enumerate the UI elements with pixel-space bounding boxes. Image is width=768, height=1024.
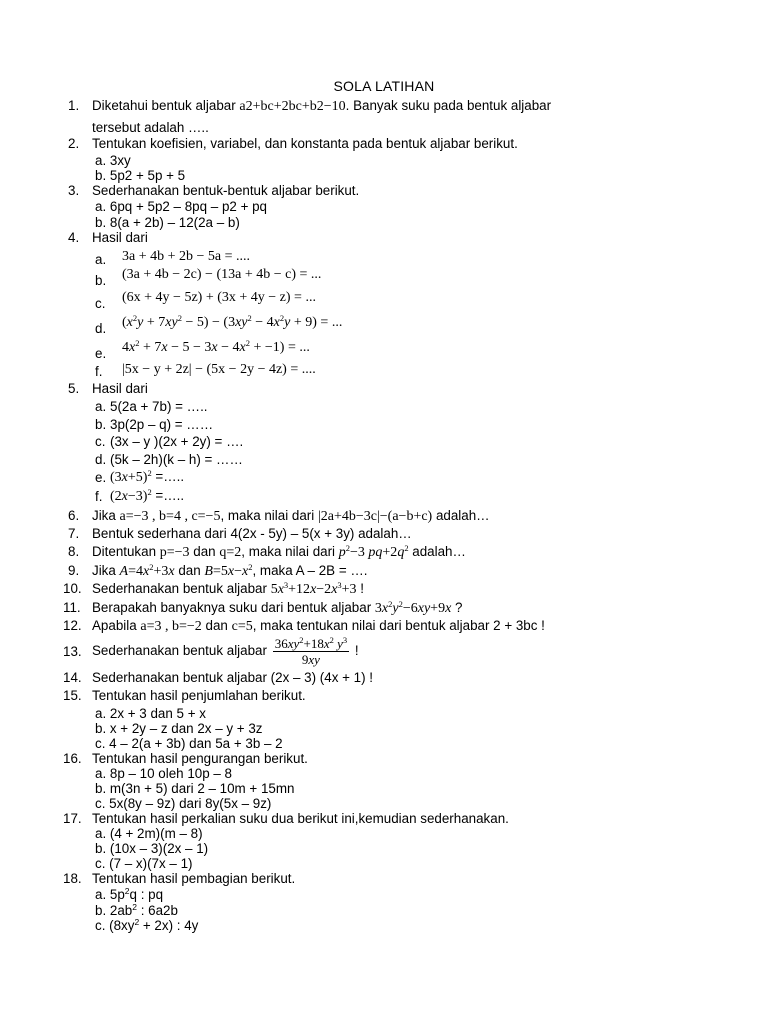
q10-post: ! (356, 581, 365, 596)
q2-item-a: a. 3xy (95, 153, 131, 168)
q13-post: ! (351, 643, 359, 659)
q13-pre: Sederhanakan bentuk aljabar (92, 643, 271, 659)
q5-expr-b: 3p(2p – q) = …… (110, 417, 214, 432)
q10-number: 10. (63, 581, 82, 596)
q13-fraction (273, 636, 349, 667)
q15-text: Tentukan hasil penjumlahan berikut. (92, 688, 306, 703)
q12-mid: dan (201, 618, 232, 633)
q4-number: 4. (68, 230, 80, 245)
q4-expr-e: $4x^2 + 7x - 5 - 3x - 4x^2 + -1$) = ... (122, 338, 310, 355)
q17-item-a: a. (4 + 2m)(m – 8) (95, 826, 203, 841)
q8-number: 8. (68, 544, 80, 559)
q15-item-c: c. 4 – 2(a + 3b) dan 5a + 3b – 2 (95, 736, 283, 751)
q12-math-ab: a=3 , b=−2 (140, 619, 202, 634)
q4-label-b: b. (95, 273, 107, 288)
q10-text (92, 581, 364, 598)
q10-pre: Sederhanakan bentuk aljabar (92, 581, 271, 596)
q8-mid2: , maka nilai dari (241, 544, 339, 559)
q4-expr-a: 3a + 4b + 2b − 5a = .... (122, 249, 251, 264)
q5-label-b: b. (95, 417, 107, 432)
q5-label-a: a. (95, 399, 107, 414)
q18-item-b: b. $2ab^2$ : 6a2b (95, 902, 178, 918)
q5-label-f: f. (95, 489, 103, 504)
q12-pre: Apabila (92, 618, 141, 633)
q5-expr-e: $(3x+5)^2$ =….. (110, 468, 185, 485)
q9-math-b: $B=5x-x^2$ (204, 562, 253, 579)
q18-text: Tentukan hasil pembagian berikut. (92, 871, 296, 886)
q7-number: 7. (68, 526, 80, 541)
q17-number: 17. (63, 811, 82, 826)
q5-text: Hasil dari (92, 381, 148, 396)
q12-post: , maka tentukan nilai dari bentuk aljabar 2 + 3bc ! (252, 618, 545, 633)
q6-number: 6. (68, 508, 80, 523)
q6-pre: Jika (92, 508, 120, 523)
q2-number: 2. (68, 136, 80, 151)
q6-post: adalah… (432, 508, 490, 523)
q6-text (92, 508, 490, 525)
q1-continuation: tersebut adalah ….. (92, 120, 209, 135)
q1-pre: Diketahui bentuk aljabar (92, 98, 240, 113)
worksheet-title: SOLA LATIHAN (333, 78, 435, 94)
q3-item-b: b. 8(a + 2b) – 12(2a – b) (95, 215, 240, 230)
q14-text: Sederhanakan bentuk aljabar (2x – 3) (4x + 1) ! (92, 670, 374, 685)
q6-math-expr: |2a+4b−3c|−(a−b+c) (317, 509, 433, 524)
q15-number: 15. (63, 688, 82, 703)
q17-text: Tentukan hasil perkalian suku dua berikut ini,kemudian sederhanakan. (92, 811, 509, 826)
q2-text: Tentukan koefisien, variabel, dan konstanta pada bentuk aljabar berikut. (92, 136, 518, 151)
q1-text (92, 98, 551, 115)
q4-expr-c: (6x + 4y − 5z) + (3x + 4y − z) = ... (122, 290, 316, 305)
q18-item-c: c. $(8xy^2 + 2x)$ : 4y (95, 917, 199, 933)
q17-item-c: c. (7 – x)(7x – 1) (95, 856, 193, 871)
q12-number: 12. (63, 618, 82, 633)
q16-item-b: b. m(3n + 5) dari 2 – 10m + 15mn (95, 781, 295, 796)
q5-expr-a: 5(2a + 7b) = ….. (110, 399, 208, 414)
q13-number: 13. (63, 644, 82, 659)
q4-label-f: f. (95, 364, 103, 379)
q15-item-b: b. x + 2y – z dan 2x – y + 3z (95, 721, 263, 736)
q13-text (92, 636, 359, 667)
q16-text: Tentukan hasil pengurangan berikut. (92, 751, 308, 766)
q4-expr-f: |5x − y + 2z| − (5x − 2y − 4z) = .... (122, 362, 316, 377)
q18-item-a: a. $5p^2q$ : pq (95, 886, 164, 902)
q1-number: 1. (68, 98, 80, 113)
q11-post: ? (451, 600, 463, 615)
q6-math-given: a=−3 , b=4 , c=−5 (119, 509, 221, 524)
q11-pre: Berapakah banyaknya suku dari bentuk aljabar (92, 600, 375, 615)
q9-mid: dan (174, 563, 205, 578)
q15-item-a: a. 2x + 3 dan 5 + x (95, 706, 206, 721)
q5-expr-d: (5k – 2h)(k – h) = …… (110, 452, 243, 467)
q13-denominator: 9xy (301, 652, 320, 667)
q13-numerator: $36xy^2+18x^2$ $y^3$ (274, 635, 348, 651)
q16-item-c: c. 5x(8y – 9z) dari 8y(5x – 9z) (95, 796, 272, 811)
q8-math-p: p=−3 (159, 545, 190, 560)
q9-math-a: $A=4x^2+3x$ (119, 562, 175, 579)
q8-text (92, 544, 466, 561)
q5-expr-c: (3x – y )(2x + 2y) = …. (110, 434, 244, 449)
q8-math-q: q=2 (219, 545, 242, 560)
q5-label-d: d. (95, 452, 107, 467)
q8-mid1: dan (189, 544, 220, 559)
q8-post: adalah… (408, 544, 466, 559)
q4-expr-b: (3a + 4b − 2c) − (13a + 4b − c) = ... (122, 267, 322, 282)
q5-label-e: e. (95, 470, 107, 485)
q9-text (92, 563, 367, 580)
q1-math: a2+bc+2bc+b2−10 (239, 99, 346, 114)
q5-expr-f: $(2x-3)^2$ =….. (110, 487, 185, 504)
q17-item-b: b. (10x – 3)(2x – 1) (95, 841, 209, 856)
q16-item-a: a. 8p – 10 oleh 10p – 8 (95, 766, 232, 781)
q4-label-d: d. (95, 321, 107, 336)
q7-text: Bentuk sederhana dari 4(2x - 5y) – 5(x + 3y) adalah… (92, 526, 412, 541)
q4-label-c: c. (95, 296, 106, 311)
q16-number: 16. (63, 751, 82, 766)
q11-number: 11. (63, 600, 81, 615)
q12-text (92, 618, 545, 635)
q10-math: $5x^3+12x-2x^3+3$ (270, 580, 357, 597)
q8-pre: Ditentukan (92, 544, 160, 559)
q12-math-c: c=5 (231, 619, 253, 634)
q11-text (92, 600, 462, 617)
q3-text: Sederhanakan bentuk-bentuk aljabar berikut. (92, 183, 360, 198)
q14-number: 14. (63, 670, 82, 685)
q4-expr-d: $(x^2y + 7xy^2 - 5) - (3xy^2 - 4x^2y + 9)$ = ... (122, 313, 343, 330)
q5-number: 5. (68, 381, 80, 396)
q3-number: 3. (68, 183, 80, 198)
q18-number: 18. (63, 871, 82, 886)
q4-label-a: a. (95, 252, 107, 267)
q2-item-b: b. 5p2 + 5p + 5 (95, 168, 186, 183)
q5-label-c: c. (95, 434, 106, 449)
q6-mid: , maka nilai dari (220, 508, 318, 523)
q1-post: . Banyak suku pada bentuk aljabar (345, 98, 552, 113)
q9-post: , maka A – 2B = …. (252, 563, 368, 578)
q11-math: $3x^2y^2-6xy+9x$ (374, 599, 452, 616)
q3-item-a: a. 6pq + 5p2 – 8pq – p2 + pq (95, 199, 267, 214)
q9-number: 9. (68, 563, 80, 578)
q8-math-expr: $p^2-3$ $pq+2q^2$ (338, 543, 409, 560)
q9-pre: Jika (92, 563, 120, 578)
q4-text: Hasil dari (92, 230, 148, 245)
q4-label-e: e. (95, 346, 107, 361)
